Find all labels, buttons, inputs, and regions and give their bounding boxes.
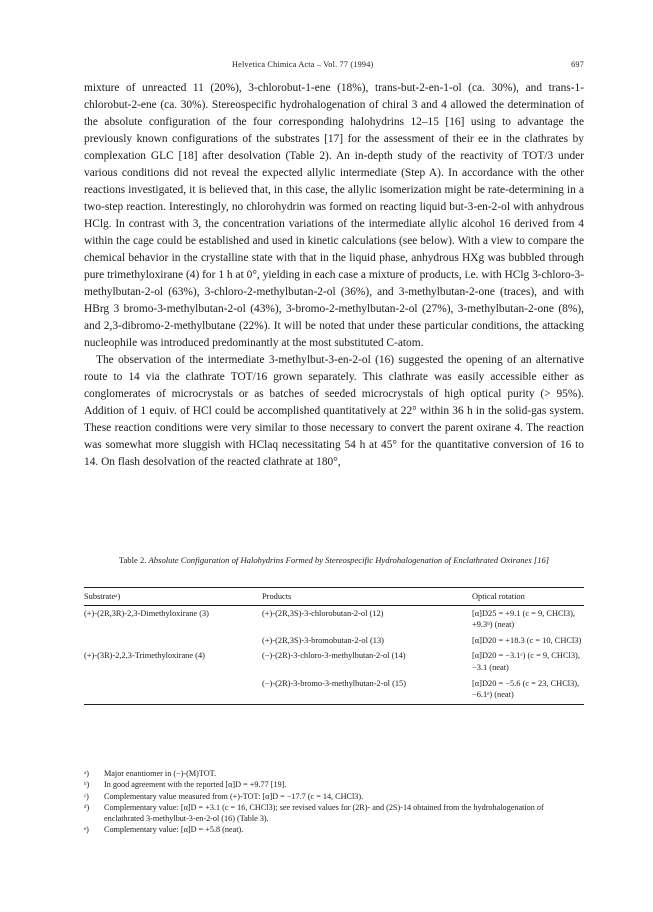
table-row <box>84 605 584 633</box>
table-title: Absolute Configuration of Halohydrins Formed by Stereospecific Hydrohalogenation of Enclathrated Oxiranes [16] <box>148 555 550 565</box>
page-number: 697 <box>571 60 584 69</box>
footnote-text: Complementary value measured from (+)-TOT: [α]D = −17.7 (c = 14, CHCl3). <box>104 791 364 801</box>
table-cell: (−)-(2R)-3-bromo-3-methylbutan-2-ol (15) <box>262 678 407 688</box>
footnote <box>84 768 584 779</box>
table-row <box>84 676 584 705</box>
footnote-mark: ᵉ) <box>84 825 89 835</box>
footnote <box>84 824 584 835</box>
table-cell: [α]D20 = +18.3 (c = 10, CHCl3) <box>472 635 582 645</box>
table-cell <box>84 633 262 649</box>
table-cell: [α]D20 = −5.6 (c = 23, CHCl3), −6.1ᵉ) (neat) <box>472 678 580 700</box>
footnote-mark: ᵃ) <box>84 769 89 778</box>
table-cell: (+)-(2R,3R)-2,3-Dimethyloxirane (3) <box>84 608 209 618</box>
footnotes <box>84 768 584 836</box>
column-header: Substrateᵃ) <box>84 588 262 606</box>
journal-title: Helvetica Chimica Acta – Vol. 77 (1994) <box>232 60 374 69</box>
table-cell: (+)-(2R,3S)-3-bromobutan-2-ol (13) <box>262 635 384 645</box>
table-header-row <box>84 588 584 606</box>
footnote <box>84 779 584 790</box>
footnote-text: Complementary value: [α]D = +5.8 (neat). <box>104 825 244 835</box>
table-cell: (−)-(2R)-3-chloro-3-methylbutan-2-ol (14) <box>262 651 406 661</box>
table-cell <box>84 676 262 705</box>
footnote-text: In good agreement with the reported [α]D = +9.77 [19]. <box>104 780 287 790</box>
table-row <box>84 633 584 649</box>
data-table <box>84 587 584 705</box>
footnote-mark: ᵈ) <box>84 802 90 812</box>
table-label: Table 2. <box>118 555 147 565</box>
footnote <box>84 802 584 825</box>
table-cell: (+)-(3R)-2,2,3-Trimethyloxirane (4) <box>84 651 205 661</box>
table-cell: [α]D20 = −3.1ᶜ) (c = 9, CHCl3), −3.1 (neat) <box>472 651 580 672</box>
footnote-text: Complementary value: [α]D = +3.1 (c = 16, CHCl3); see revised values for (2R)- and (2S)-14 obtained from the hydrohalogenation of enclathrated 3-methylbut-3-en-2-ol (16) (Table 3). <box>104 802 544 824</box>
table-row <box>84 648 584 675</box>
paragraph: mixture of unreacted 11 (20%), 3-chlorobut-1-ene (18%), trans-but-2-en-1-ol (ca. 30%), and trans-1-chlorobut-2-ene (ca. 30%). Stereospecific hydrohalogenation of chiral 3 and 4 allowed the determination of the absolute configuration of the four corresponding halohydrins 12–15 [16] using to advantage the previously known configurations of the substrates [17] for the assessment of their ee in the clathrates by complexation GLC [18] after desolvation (Table 2). An in-depth study of the reactivity of TOT/3 under various conditions did not reveal the expected allylic intermediate (Step A). In accordance with the other reactions investigated, it is believed that, in this case, the allylic isomerization might be rate-determining in a two-step reaction. Interestingly, no chlorohydrin was formed on reacting liquid but-3-en-2-ol with anhydrous HClg. In contrast with 3, the concentration variations of the intermediate allylic alcohol 16 derived from 4 within the cage could be established and used in kinetic calculations (see below). With a view to compare the chemical behavior in the crystalline state with that in the liquid phase, anhydrous HXg was bubbled through pure trimethyloxirane (4) for 1 h at 0°, yielding in each case a mixture of products, i.e. with HClg 3-chloro-3-methylbutan-2-ol (63%), 3-chloro-2-methylbutan-2-ol (36%), and 3-methylbutan-2-one (traces), and with HBrg 3 bromo-3-methylbutan-2-ol (43%), 3-bromo-2-methylbutan-2-ol (27%), 3-methylbutan-2-one (8%), and 2,3-dibromo-2-methylbutane (22%). It will be noted that under these particular conditions, the attacking nucleophile was introduced predominantly at the most substituted C-atom. <box>84 82 584 349</box>
table-cell: [α]D25 = +9.1 (c = 9, CHCl3), +9.3ᵇ) (neat) <box>472 608 575 630</box>
paragraph: The observation of the intermediate 3-methylbut-3-en-2-ol (16) suggested the opening of an alternative route to 14 via the clathrate TOT/16 grown separately. This clathrate was easily accessible either as conglomerates of microcrystals or as batches of seeded microcrystals of high optical purity (> 95%). Addition of 1 equiv. of HCl could be accomplished quantitatively at 22° within 36 h in the solid-gas system. These reaction conditions were very similar to those necessary to convert the parent oxirane 4. The reaction was somewhat more sluggish with HClaq necessitating 54 h at 45° for the quantitative conversion of 16 to 14. On flash desolvation of the reacted clathrate at 180°, <box>84 354 584 468</box>
running-head <box>84 60 584 74</box>
column-header: Optical rotation <box>472 588 584 606</box>
table-cell: (+)-(2R,3S)-3-chlorobutan-2-ol (12) <box>262 608 384 618</box>
footnote-mark: ᶜ) <box>84 791 89 801</box>
table-caption <box>84 554 584 566</box>
body-text <box>84 80 584 471</box>
footnote-mark: ᵇ) <box>84 780 90 790</box>
footnote-text: Major enantiomer in (−)-(M)TOT. <box>104 769 217 778</box>
column-header: Products <box>262 588 472 606</box>
footnote <box>84 791 584 802</box>
